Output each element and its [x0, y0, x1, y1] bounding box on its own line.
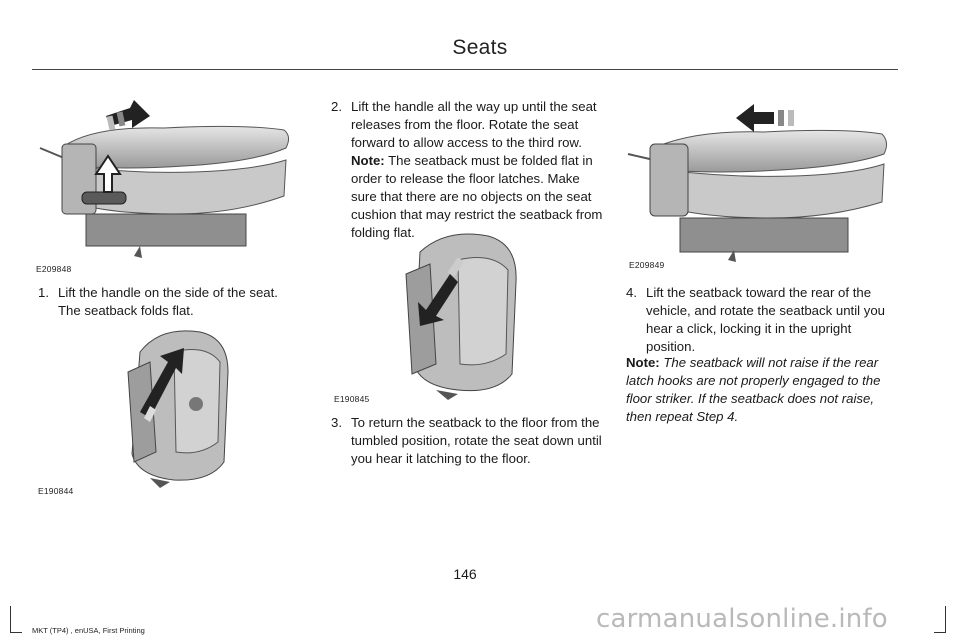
figure-code: E190845 [334, 394, 370, 404]
step-1 [38, 284, 300, 320]
step-number: 4. [626, 285, 637, 300]
note [626, 354, 898, 426]
seat-tumble-illustration [110, 322, 242, 492]
figure-seat-tumbled [110, 322, 242, 492]
step-3 [331, 414, 603, 468]
step-text: Lift the handle all the way up until the seat releases from the floor. Rotate the seat forward to allow access to the third row. [351, 99, 597, 150]
step-text: Lift the seatback toward the rear of the vehicle, and rotate the seatback until you hear a click, locking it in the upright position. [646, 285, 885, 354]
step-text: To return the seatback to the floor from the tumbled position, rotate the seat down until you hear it latching to the floor. [351, 415, 602, 466]
step-4 [626, 284, 900, 356]
figure-code: E209848 [36, 264, 72, 274]
crop-mark [10, 632, 22, 633]
note-label: Note: [626, 355, 660, 370]
step-number: 2. [331, 99, 342, 114]
crop-mark [945, 606, 946, 632]
step-2 [331, 98, 603, 242]
header-divider [32, 69, 898, 70]
step-number: 3. [331, 415, 342, 430]
step-text-continued: The seatback must be folded flat in order to release the floor latches. Make sure that there are no objects on the seat cushion that may restrict the seatback from folding flat. [351, 153, 603, 240]
figure-seat-return [392, 228, 532, 400]
footer-edition: MKT (TP4) , enUSA, First Printing [32, 626, 145, 635]
figure-seatback-raise [624, 94, 896, 266]
figure-seat-fold-flat [34, 96, 296, 268]
seat-fold-flat-illustration [34, 96, 296, 268]
figure-code: E190844 [38, 486, 74, 496]
step-number: 1. [38, 285, 49, 300]
page-number: 146 [453, 566, 477, 582]
note-text: The seatback will not raise if the rear latch hooks are not properly engaged to the floor striker. If the seatback does not raise, then repeat Step 4. [626, 355, 881, 424]
seatback-raise-illustration [624, 94, 896, 266]
figure-code: E209849 [629, 260, 665, 270]
watermark: carmanualsonline.info [596, 604, 888, 634]
seat-return-illustration [392, 228, 532, 400]
step-text: Lift the handle on the side of the seat. The seatback folds flat. [58, 285, 278, 318]
page-title: Seats [452, 36, 508, 59]
note-label: Note: [351, 153, 385, 168]
crop-mark [10, 606, 11, 632]
crop-mark [934, 632, 946, 633]
